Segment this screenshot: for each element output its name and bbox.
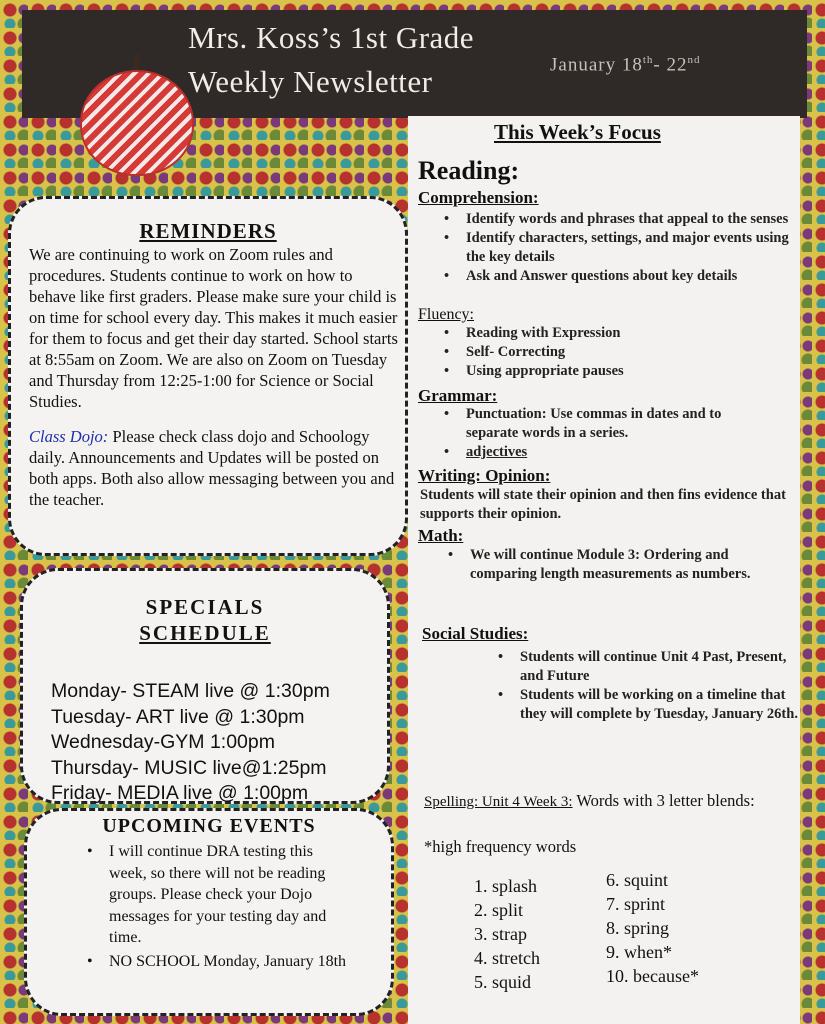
grammar-item: • Punctuation: Use commas in dates and to separate words in a series.	[444, 405, 774, 443]
newsletter-title-line1: Mrs. Koss’s 1st Grade	[188, 20, 475, 55]
grammar-list	[444, 405, 774, 462]
schedule-title: SCHEDULE	[139, 621, 271, 645]
fluency-item: • Self- Correcting	[444, 343, 784, 362]
spelling-words-left	[474, 874, 540, 994]
spelling-word: 1. splash	[474, 876, 537, 896]
apple-icon	[80, 70, 194, 176]
specials-title: SPECIALS	[145, 595, 265, 619]
writing-heading: Writing: Opinion:	[418, 466, 551, 485]
specials-item: Tuesday- ART live @ 1:30pm	[51, 705, 305, 728]
spelling-title: Words with 3 letter blends:	[572, 791, 755, 810]
comprehension-item: • Ask and Answer questions about key details	[444, 267, 794, 286]
weekly-focus-panel	[408, 116, 800, 1024]
dates-start: January 18	[550, 54, 643, 76]
upcoming-events-box	[24, 808, 394, 1016]
reminders-box	[8, 196, 408, 556]
events-list	[109, 841, 349, 974]
spelling-word: 10. because*	[606, 966, 699, 986]
spelling-label: Spelling: Unit 4 Week 3:	[424, 794, 573, 810]
spelling-word: 3. strap	[474, 924, 527, 944]
fluency-list	[444, 324, 784, 381]
spelling-heading	[424, 790, 794, 813]
grammar-item: • adjectives	[444, 443, 774, 462]
math-item: • We will continue Module 3: Ordering and comparing length measurements as numbers.	[448, 546, 788, 584]
specials-item: Friday- MEDIA live @ 1:00pm	[51, 782, 309, 804]
spelling-word: 4. stretch	[474, 948, 540, 968]
social-studies-item: • Students will be working on a timeline that they will complete by Tuesday, January 26th.	[498, 686, 798, 724]
fluency-heading: Fluency:	[418, 306, 474, 323]
spelling-words-right	[606, 868, 699, 988]
comprehension-item: • Identify words and phrases that appeal to the senses	[444, 210, 794, 229]
dojo-text: Please check class dojo and Schoology daily. Announcements and Updates will be posted on both apps. Both also allow messaging between you and the teacher.	[29, 427, 395, 509]
comprehension-list	[444, 210, 794, 286]
dojo-label: Class Dojo:	[29, 427, 109, 446]
dojo-reminder	[29, 426, 399, 510]
specials-item: Monday- STEAM live @ 1:30pm	[51, 680, 330, 702]
spelling-note: *high frequency words	[424, 837, 577, 856]
spelling-word: 8. spring	[606, 918, 669, 938]
comprehension-heading: Comprehension:	[418, 188, 539, 207]
grammar-heading: Grammar:	[418, 386, 498, 405]
spelling-word: 9. when*	[606, 942, 672, 962]
specials-list	[51, 679, 330, 807]
upcoming-events-title: UPCOMING EVENTS	[102, 815, 316, 837]
fluency-item: • Reading with Expression	[444, 324, 784, 343]
event-item: • I will continue DRA testing this week, so there will not be reading groups. Please check your Dojo messages for your testing day and time.	[109, 841, 349, 949]
week-dates	[550, 54, 700, 76]
comprehension-item: • Identify characters, settings, and major events using the key details	[444, 229, 794, 267]
spelling-word: 6. squint	[606, 870, 669, 890]
math-list	[448, 546, 788, 584]
spelling-word: 5. squid	[474, 972, 532, 992]
writing-text: Students will state their opinion and then fins evidence that supports their opinion.	[420, 487, 786, 522]
specials-box	[20, 568, 390, 804]
event-item: • NO SCHOOL Monday, January 18th	[109, 951, 349, 973]
dates-end-suffix: nd	[687, 54, 701, 66]
social-studies-list	[498, 648, 798, 724]
reminders-text: We are continuing to work on Zoom rules and procedures. Students continue to work on how to behave like first graders. Please make sure your child is on time for school every day. This makes it much easier for them to focus and get their day started. School starts at 8:55am on Zoom. We are also on Zoom on Tuesday and Thursday from 12:25-1:00 for Science or Social Studies.	[29, 245, 398, 411]
social-studies-item: • Students will continue Unit 4 Past, Present, and Future	[498, 648, 798, 686]
specials-item: Wednesday-GYM 1:00pm	[51, 731, 275, 753]
reading-heading: Reading:	[418, 156, 520, 185]
dates-end: - 22	[653, 54, 688, 76]
reminders-title: REMINDERS	[139, 219, 277, 243]
social-studies-heading: Social Studies:	[422, 624, 529, 643]
newsletter-title-line2: Weekly Newsletter	[188, 64, 433, 99]
spelling-word: 7. sprint	[606, 894, 666, 914]
dates-start-suffix: th	[642, 54, 654, 66]
focus-title: This Week’s Focus	[494, 120, 661, 144]
math-heading: Math:	[418, 526, 464, 545]
spelling-word: 2. split	[474, 900, 524, 920]
specials-item: Thursday- MUSIC live@1:25pm	[51, 756, 327, 779]
fluency-item: • Using appropriate pauses	[444, 362, 784, 381]
